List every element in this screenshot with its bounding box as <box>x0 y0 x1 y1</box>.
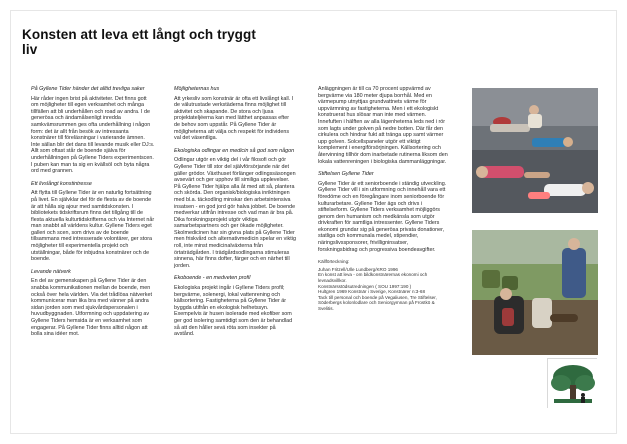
section-heading-foundation: Stiftelsen Gyllene Tider <box>318 171 374 178</box>
source-list <box>318 259 448 311</box>
tree-icon <box>548 359 598 409</box>
photo-exercise-class <box>472 88 598 213</box>
source-line: Hultgren 1969 Konstnär i Sverige, Konstnärer n:3-68 <box>318 289 425 295</box>
section-paragraph-possibilities: Att yrkesliv som konstnär är ofta ett livslångt kall. I de välutrustade verkstäderna finns möjlighet till aktivitet och skapande. De stora och ljusa projektateljéerna kan med lätthet anpassas efter de behov som uppstår. På Gyllene Tider är möjligheterna att välja och respekt för individens val det väsentliga. <box>174 95 294 142</box>
tree-logo <box>547 358 597 408</box>
photo-gardening-illustration <box>472 230 598 355</box>
photo-exercise-illustration <box>472 88 598 213</box>
page-title: Konsten att leva ett långt och tryggt liv <box>22 27 256 57</box>
source-label: Källförteckning: <box>318 259 350 265</box>
source-line: Tack till personal och boende på Vegaliusen, Tre Stiftelser, Söderbergs kolonlodlare och Seniorgymnan på Frostkö & Svelitis. <box>318 294 437 311</box>
section-heading-ecohousing: Ekoboende - en medveten profil <box>174 275 251 282</box>
text-column-1 <box>31 86 155 344</box>
section-heading-network: Levande nätverk <box>31 268 71 275</box>
source-line: Konstnärsstödsutredningen ( SOU 1997:190 ) <box>318 283 412 289</box>
section-heading-ecology: Ekologiska odlingar en medicin så god som någon <box>174 147 295 154</box>
source-line: Juhan Fritzell/Ulle Lundberg/KRO 1996 <box>318 266 398 272</box>
source-line: En konst att leva - om bildkonstnärernas ekonomi och levnadsvillkor. <box>318 272 428 284</box>
section-paragraph-ecology: Odlingar utgör en viktig del i vår filosofi och gör Gyllene Tider till stor del självförsörjande när det gäller grödor. Växthuset förlänger odlingssäsongen avsevärt och ger upphov till similiga upplevelser. På Gyllene Tider hjälps alla åt med att så, plantera och skörda. Den organisk/biologiska inriktningen med bl.a. täckodling minskar den arbetsintensiva insatsen - en god jord gör halva jobbet. De boende medverkar utifrån intresse och vad man är bra på. Dika forskningsprojekt utgör viktiga samarbetspartners och ger ökade möjligheter. Skolmedicinen har sin givna plats på Gyllene Tider men friskvård och alternativmedicin spelar en viktig roll, inte minst medicinalväxterna från örtaträdgården. I trädgårdsodlingarna stimuleras sinnena, här finns dofter, färger och en närhet till jorden. <box>174 157 296 269</box>
section-paragraph-art: Att flytta till Gyllene Tider är en naturlig fortsättning på livet. En självklar del för de flesta av de boende är att hålla sig ajour med samtidskonsten. I bibliotekets tidskriftsrum finns det tillgång till de flesta aktuella kulturtidskrifterna och via Internet når man snabbt all världens kultur. Gyllene Tiders eget galleri och scen, som drivs av de boende tillsammans med intresserade volontärer, ger stora möjligheter till experimentella projekt och utställningar, både för inbjudna konstnärer och de boende. <box>31 190 155 263</box>
section-heading-art: Ett livslångt konstintresse <box>31 180 92 187</box>
lead-heading: På Gyllene Tider händer det alltid trevliga saker <box>31 86 145 92</box>
section-heading-possibilities: Möjligheternas hus <box>174 86 220 92</box>
text-column-3 <box>318 86 448 312</box>
section-paragraph-foundation: Gyllene Tider är ett seniorboende i ständig utveckling. Gyllene Tider vill i sin utformning och innehåll vara ett föredöme och en föregångare inom seniorboende för kulturarbetare. Gyllene Tider ägs och drivs i stiftelseform. Gyllene Tiders verksamhet möjliggörs genom den humanism och medkänsla som utgör drivkraften för samtliga intressenter. Gyllene Tiders ekonomi grundar sig på generösa privata donationer, statliga och kommunala medel, stipendier, näringslivssponsorer, frivilligninsatser, forskningsbidrag och progressiva boendeavgifter. <box>318 180 447 253</box>
section-paragraph-ecohousing: Ekologiska projekt ingår i Gyllene Tiders profil; bergvärme, solenergi, lokal vattenrening och källsortering. Fastigheterna på Gyllene Tider är byggda utifrån en ekologisk helhetssyn. Exempelvis är husen isolerade med ekofiber som ger god isolering samtidigt som den är behandlad så att den håller sevä röta som insekter på avstånd. <box>174 285 293 338</box>
text-column-2 <box>174 86 296 344</box>
section-paragraph-heating: Anläggningen är till ca 70 procent uppvärmd av bergvärme via 180 meter djupa borrhål. Med en värmepump utnyttjas grundvattnets värme för uppvärmning av fastigheterna. Men i ett ekologiskt konstruerat hus slösar man inte med värmen. Innefuften i hälften av alla lägenheterna leds ned i rör som lagts under golven på nedre botten. Där får den cirkulera och hindrar fukt att tränga upp samt värmer upp golven. Solcellspaneler utgör ett viktigt komplement i energiförsörjningen. Källsortering och återvinning tillhör dom inarbetade rutinerna liksom den lokala vattenreningen i biologiska dammanläggningar. <box>318 86 448 165</box>
lead-paragraph: Här råder ingen brist på aktiviteter. Det finns gott om möjligheter till egen verksamhet och många tillfällen att bli underhållen och road av andra. I de generösa och ändamålsenligt inredda samkvämsrummen ges ofta underhållning i någon form: det är allt från besök av intressanta konstnärer till föreläsningar i varierande ämnen. Inte sällan blir det dans till levande musik eller DJ:s. Allt som oftast står de boende själva för underhållningen på Gyllene Tiders experimentscen. I puben kan man ta sig en kvällsöl och byta några ord med grannen. <box>31 95 155 175</box>
section-paragraph-network: En del av gemenskapen på Gyllene Tider är den snabba kommunikationen mellan de boende, men också över hela världen. Via det trådlösa nätverket kommunicerar man lika bra med vänner på andra sidan jorden som med sjukvårdspersonalen i huvudbyggnaden. Utformning och uppdatering av Gyllene Tiders hemsida är en verksamhet som engagerar. På Gyllene Tider finns alltid någon att bolla sina idéer mot. <box>31 278 152 338</box>
photo-gardening <box>472 230 598 355</box>
